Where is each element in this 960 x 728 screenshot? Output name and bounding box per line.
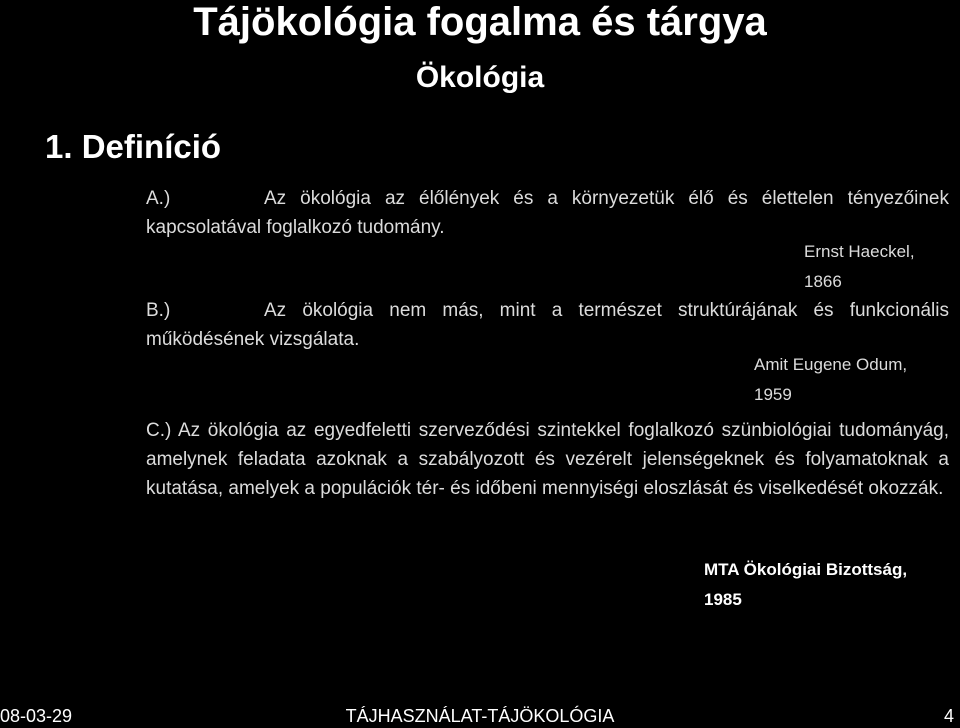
definition-a bbox=[146, 184, 949, 242]
slide-subtitle: Ökológia bbox=[415, 61, 545, 94]
definition-b-marker: B.) bbox=[146, 300, 171, 321]
citation-a-year: 1866 bbox=[804, 272, 842, 291]
citation-c-author: MTA Ökológiai Bizottság, bbox=[704, 560, 908, 579]
citation-b-year: 1959 bbox=[754, 385, 792, 404]
definition-b bbox=[146, 296, 949, 354]
definition-a-text: Az ökológia az élőlények és a környezetük élő és élettelen tényezőinek kapcsolatával foglalkozó tudomány. bbox=[146, 188, 949, 238]
definition-a-marker: A.) bbox=[146, 188, 171, 209]
citation-c bbox=[704, 555, 960, 615]
slide-title: Tájökológia fogalma és tárgya bbox=[193, 0, 767, 44]
citation-a bbox=[804, 237, 960, 297]
section-heading: 1. Definíció bbox=[45, 128, 222, 165]
citation-c-year: 1985 bbox=[704, 590, 742, 609]
footer-page-number: 4 bbox=[943, 706, 954, 726]
citation-b bbox=[754, 350, 960, 410]
definition-c-marker: C.) bbox=[146, 420, 172, 441]
definition-c bbox=[146, 416, 949, 503]
citation-b-author: Amit Eugene Odum, bbox=[754, 355, 908, 374]
definition-c-text: Az ökológia az egyedfeletti szerveződési szintekkel foglalkozó szünbiológiai tudományág, amelynek feladata azoknak a szabályozott és vezérelt jelenségeknek és folyamatoknak a kutatása, amelyek a populációk tér- és időbeni mennyiségi eloszlását és viselkedését okozzák. bbox=[146, 420, 950, 499]
definition-b-text: Az ökológia nem más, mint a természet struktúrájának és funkcionális működésének vizsgálata. bbox=[146, 300, 949, 350]
footer-course: TÁJHASZNÁLAT-TÁJÖKOLÓGIA bbox=[345, 706, 615, 726]
footer-date: 08-03-29 bbox=[0, 706, 73, 726]
citation-a-author: Ernst Haeckel, bbox=[804, 242, 915, 261]
